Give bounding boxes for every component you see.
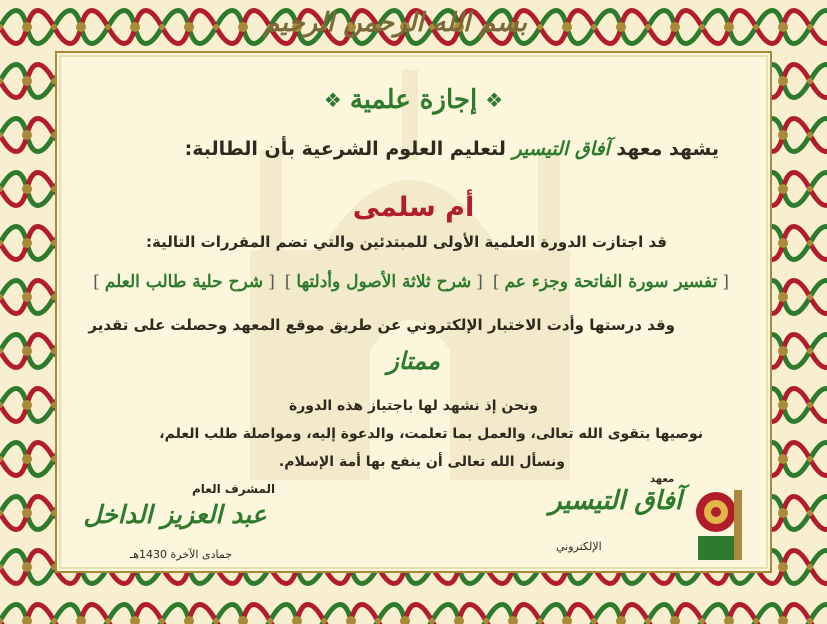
title-text: إجازة علمية: [349, 85, 478, 115]
witness-text: ونحن إذ نشهد لها باجتياز هذه الدورة: [288, 398, 539, 414]
student-name: أم سلمى: [352, 192, 475, 223]
intro-prefix: يشهد معهد: [616, 138, 719, 160]
institute-brand: آفاق التيسير: [512, 138, 610, 160]
grade: ممتاز: [387, 346, 440, 375]
intro-suffix: لتعليم العلوم الشرعية بأن الطالبة:: [184, 138, 506, 160]
ornament-left-icon: ❖: [485, 88, 504, 112]
supervisor-signature: عبد العزيز الداخل: [83, 500, 267, 529]
logo-prefix: معهد: [650, 474, 675, 485]
logo-name: آفاق التيسير: [548, 486, 682, 516]
logo-subtitle: الإلكتروني: [556, 540, 602, 553]
intro-line: [185, 138, 719, 160]
ornament-right-icon: ❖: [323, 88, 342, 112]
advice-text: نوصيها بتقوى الله تعالى، والعمل بما تعلمت، والدعوة إليه، ومواصلة طلب العلم،: [159, 426, 703, 442]
course-item: شرح حلية طالب العلم: [104, 272, 264, 292]
basmala: بسم الله الرحمن الرحيم: [263, 8, 527, 38]
prayer-text: ونسأل الله تعالى أن ينفع بها أمة الإسلام.: [278, 454, 565, 470]
institute-logo-icon: [548, 470, 748, 570]
course-item: شرح ثلاثة الأصول وأدلتها: [296, 272, 472, 292]
exam-text: وقد درستها وأدت الاختبار الإلكتروني عن طريق موقع المعهد وحصلت على تقدير: [88, 316, 675, 334]
courses-list: [تفسير سورة الفاتحة وجزء عم] [شرح ثلاثة الأصول وأدلتها] [شرح حلية طالب العلم]: [93, 272, 729, 292]
passed-text: قد اجتازت الدورة العلمية الأولى للمبتدئين والتي تضم المقررات التالية:: [146, 233, 667, 251]
supervisor-role: المشرف العام: [192, 482, 276, 496]
certificate-title: [312, 82, 515, 118]
certificate-date: جمادى الآخرة 1430هـ: [130, 548, 233, 561]
course-item: تفسير سورة الفاتحة وجزء عم: [504, 272, 718, 292]
